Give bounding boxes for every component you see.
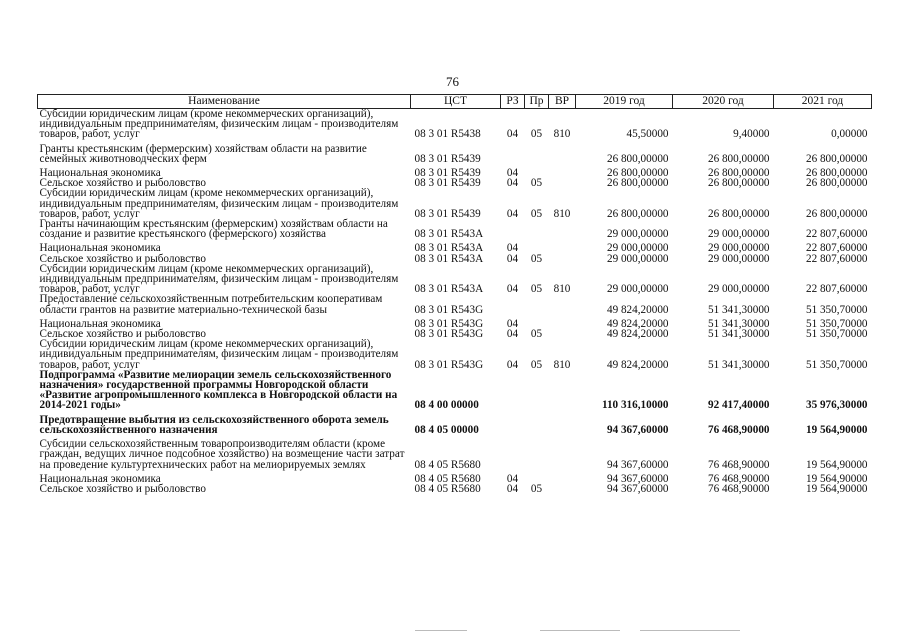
header-2021: 2021 год (774, 95, 872, 109)
row-rz: 04 (506, 482, 519, 495)
row-value-2021: 19 564,90000 (805, 482, 868, 495)
row-name: Гранты начинающим крестьянским (фермерским) хозяйствам области на создание и развитие крестьянского (фермерского) хозяйства (39, 218, 388, 241)
row-value-2019: 26 800,00000 (606, 177, 669, 190)
table-row (38, 109, 872, 144)
row-value-2021: 22 807,60000 (805, 283, 868, 296)
row-pr: 05 (530, 358, 543, 371)
row-cst: 08 3 01 R543A (414, 283, 484, 296)
row-value-2019: 26 800,00000 (606, 207, 669, 220)
row-name: Субсидии сельскохозяйственным товаропроизводителям области (кроме граждан, ведущих личное подсобное хозяйство) на возмещение части затрат на проведение культуртехнических работ на мелиорируемых землях (39, 438, 405, 471)
row-cst: 08 3 01 R5439 (414, 167, 481, 180)
row-rz: 04 (506, 283, 519, 296)
row-value-2020: 76 468,90000 (707, 423, 770, 436)
row-value-2020: 26 800,00000 (707, 167, 770, 180)
row-name: Национальная экономика (39, 472, 161, 485)
row-name: Субсидии юридическим лицам (кроме некоммерческих организаций), индивидуальным предпринимателям, физическим лицам - производителям товаров, работ, услуг (39, 187, 399, 220)
row-vr (549, 439, 576, 474)
row-name: Сельское хозяйство и рыболовство (39, 177, 206, 190)
budget-table (37, 94, 872, 494)
row-value-2020: 51 341,30000 (707, 303, 770, 316)
row-cst: 08 3 01 R543G (414, 317, 484, 330)
row-cst: 08 4 05 R5680 (414, 482, 481, 495)
row-value-2019: 49 824,20000 (606, 303, 669, 316)
row-name: Субсидии юридическим лицам (кроме некоммерческих организаций), индивидуальным предпринимателям, физическим лицам - производителям товаров, работ, услуг (39, 108, 399, 141)
row-value-2020: 51 341,30000 (707, 317, 770, 330)
scan-artifact (415, 630, 467, 631)
row-vr: 810 (553, 283, 571, 296)
table-row (38, 188, 872, 219)
row-value-2020: 51 341,30000 (707, 358, 770, 371)
row-value-2020: 29 000,00000 (707, 242, 770, 255)
row-value-2020: 92 417,40000 (707, 399, 770, 412)
row-value-2020: 26 800,00000 (707, 152, 770, 165)
row-name: Национальная экономика (39, 242, 161, 255)
row-vr (549, 329, 576, 339)
row-pr (525, 439, 549, 474)
row-name: Сельское хозяйство и рыболовство (39, 252, 206, 265)
row-name: Национальная экономика (39, 317, 161, 330)
row-cst: 08 4 05 00000 (414, 423, 479, 436)
row-value-2019: 94 367,60000 (606, 458, 669, 471)
row-pr (525, 219, 549, 243)
row-value-2019: 94 367,60000 (606, 423, 669, 436)
row-cst: 08 3 01 R5439 (414, 207, 481, 220)
row-cst: 08 3 01 R543G (414, 303, 484, 316)
row-vr (549, 144, 576, 168)
table-row (38, 294, 872, 318)
row-vr (549, 294, 576, 318)
row-pr: 05 (530, 283, 543, 296)
row-value-2020: 29 000,00000 (707, 283, 770, 296)
row-rz: 04 (506, 252, 519, 265)
row-cst: 08 4 00 00000 (414, 399, 479, 412)
row-value-2020: 29 000,00000 (707, 228, 770, 241)
row-value-2019: 49 824,20000 (606, 317, 669, 330)
row-value-2021: 26 800,00000 (805, 177, 868, 190)
header-name: Наименование (38, 95, 411, 109)
row-vr: 810 (553, 128, 571, 141)
row-vr (549, 243, 576, 253)
row-rz (501, 439, 525, 474)
row-value-2019: 29 000,00000 (606, 228, 669, 241)
row-pr (525, 415, 549, 439)
row-value-2021: 26 800,00000 (805, 152, 868, 165)
table-row (38, 144, 872, 168)
row-pr: 05 (530, 252, 543, 265)
table-row (38, 415, 872, 439)
row-vr: 810 (553, 358, 571, 371)
row-cst: 08 3 01 R543A (414, 228, 484, 241)
row-value-2020: 76 468,90000 (707, 482, 770, 495)
row-rz (501, 294, 525, 318)
row-value-2019: 29 000,00000 (606, 283, 669, 296)
row-cst: 08 3 01 R5439 (414, 177, 481, 190)
row-pr: 05 (530, 328, 543, 341)
scan-artifact (640, 630, 740, 631)
table-header-row (38, 95, 872, 109)
row-cst: 08 3 01 R5438 (414, 128, 481, 141)
page-number: 76 (446, 74, 459, 89)
row-vr (549, 168, 576, 178)
row-cst: 08 3 01 R543A (414, 242, 484, 255)
row-cst: 08 3 01 R5439 (414, 152, 481, 165)
header-vr: ВР (549, 95, 576, 109)
row-pr (525, 144, 549, 168)
row-vr (549, 415, 576, 439)
row-vr (549, 474, 576, 484)
row-value-2021: 26 800,00000 (805, 207, 868, 220)
row-vr: 810 (553, 207, 571, 220)
row-vr (549, 484, 576, 494)
row-value-2020: 51 341,30000 (707, 328, 770, 341)
row-value-2021: 51 350,70000 (805, 303, 868, 316)
row-value-2021: 19 564,90000 (805, 458, 868, 471)
row-value-2020: 26 800,00000 (707, 207, 770, 220)
header-pr: Пр (525, 95, 549, 109)
row-rz: 04 (506, 177, 519, 190)
row-value-2021: 19 564,90000 (805, 423, 868, 436)
row-cst: 08 4 05 R5680 (414, 472, 481, 485)
row-pr: 05 (530, 482, 543, 495)
row-value-2020: 76 468,90000 (707, 472, 770, 485)
row-value-2019: 29 000,00000 (606, 252, 669, 265)
row-vr (549, 370, 576, 415)
row-name: Субсидии юридическим лицам (кроме некоммерческих организаций), индивидуальным предпринимателям, физическим лицам - производителям товаров, работ, услуг (39, 338, 399, 371)
row-pr (525, 370, 549, 415)
row-value-2021: 22 807,60000 (805, 242, 868, 255)
row-rz: 04 (506, 242, 519, 255)
row-value-2020: 9,40000 (733, 128, 770, 141)
row-value-2019: 45,50000 (626, 128, 669, 141)
row-rz: 04 (506, 128, 519, 141)
row-value-2021: 51 350,70000 (805, 317, 868, 330)
row-value-2019: 94 367,60000 (606, 472, 669, 485)
table-row (38, 264, 872, 295)
row-value-2020: 29 000,00000 (707, 252, 770, 265)
row-name: Сельское хозяйство и рыболовство (39, 482, 206, 495)
table-row (38, 439, 872, 474)
row-vr (549, 254, 576, 264)
row-value-2021: 0,00000 (831, 128, 868, 141)
table-row (38, 339, 872, 370)
row-value-2021: 51 350,70000 (805, 358, 868, 371)
table-row (38, 370, 872, 415)
row-pr: 05 (530, 177, 543, 190)
row-value-2021: 22 807,60000 (805, 252, 868, 265)
header-rz: РЗ (501, 95, 525, 109)
row-name: Субсидии юридическим лицам (кроме некоммерческих организаций), индивидуальным предпринимателям, физическим лицам - производителям товаров, работ, услуг (39, 262, 399, 296)
row-value-2019: 110 316,10000 (601, 399, 669, 412)
row-value-2021: 22 807,60000 (805, 228, 868, 241)
row-pr: 05 (530, 207, 543, 220)
row-cst: 08 3 01 R543G (414, 358, 484, 371)
row-rz (501, 144, 525, 168)
row-pr (525, 294, 549, 318)
row-value-2019: 49 824,20000 (606, 358, 669, 371)
row-value-2020: 76 468,90000 (707, 458, 770, 471)
row-rz: 04 (506, 317, 519, 330)
row-cst: 08 3 01 R543A (414, 252, 484, 265)
row-value-2021: 51 350,70000 (805, 328, 868, 341)
row-vr (549, 319, 576, 329)
row-name: Предоставление сельскохозяйственным потребительским кооперативам области грантов на развитие материально-технической базы (39, 293, 383, 316)
row-value-2021: 35 976,30000 (805, 399, 868, 412)
row-pr: 05 (530, 128, 543, 141)
row-name: Подпрограмма «Развитие мелиорации земель сельскохозяйственного назначения» государственной программы Новгородской области «Развитие агропромышленного комплекса в Новгородской области на 2014-2021 годы» (39, 368, 398, 412)
row-value-2019: 49 824,20000 (606, 328, 669, 341)
row-name: Предотвращение выбытия из сельскохозяйственного оборота земель сельскохозяйственного назначения (39, 413, 389, 436)
row-vr (549, 178, 576, 188)
row-rz: 04 (506, 167, 519, 180)
row-value-2019: 94 367,60000 (606, 482, 669, 495)
row-value-2019: 29 000,00000 (606, 242, 669, 255)
table-row (38, 484, 872, 494)
row-name: Гранты крестьянским (фермерским) хозяйствам области на развитие семейных животноводческих ферм (39, 142, 367, 165)
header-cst: ЦСТ (411, 95, 501, 109)
row-rz (501, 415, 525, 439)
header-2020: 2020 год (673, 95, 774, 109)
row-vr (549, 219, 576, 243)
table-row (38, 219, 872, 243)
row-value-2021: 19 564,90000 (805, 472, 868, 485)
row-cst: 08 4 05 R5680 (414, 458, 481, 471)
row-cst: 08 3 01 R543G (414, 328, 484, 341)
row-name: Национальная экономика (39, 167, 161, 180)
table-body (38, 109, 872, 495)
row-value-2020: 26 800,00000 (707, 177, 770, 190)
row-value-2021: 26 800,00000 (805, 167, 868, 180)
scan-artifact (540, 630, 620, 631)
row-name: Сельское хозяйство и рыболовство (39, 328, 206, 341)
row-rz (501, 219, 525, 243)
row-value-2019: 26 800,00000 (606, 152, 669, 165)
row-rz: 04 (506, 358, 519, 371)
row-rz: 04 (506, 472, 519, 485)
row-rz: 04 (506, 207, 519, 220)
row-value-2019: 26 800,00000 (606, 167, 669, 180)
row-rz: 04 (506, 328, 519, 341)
row-rz (501, 370, 525, 415)
header-2019: 2019 год (576, 95, 673, 109)
